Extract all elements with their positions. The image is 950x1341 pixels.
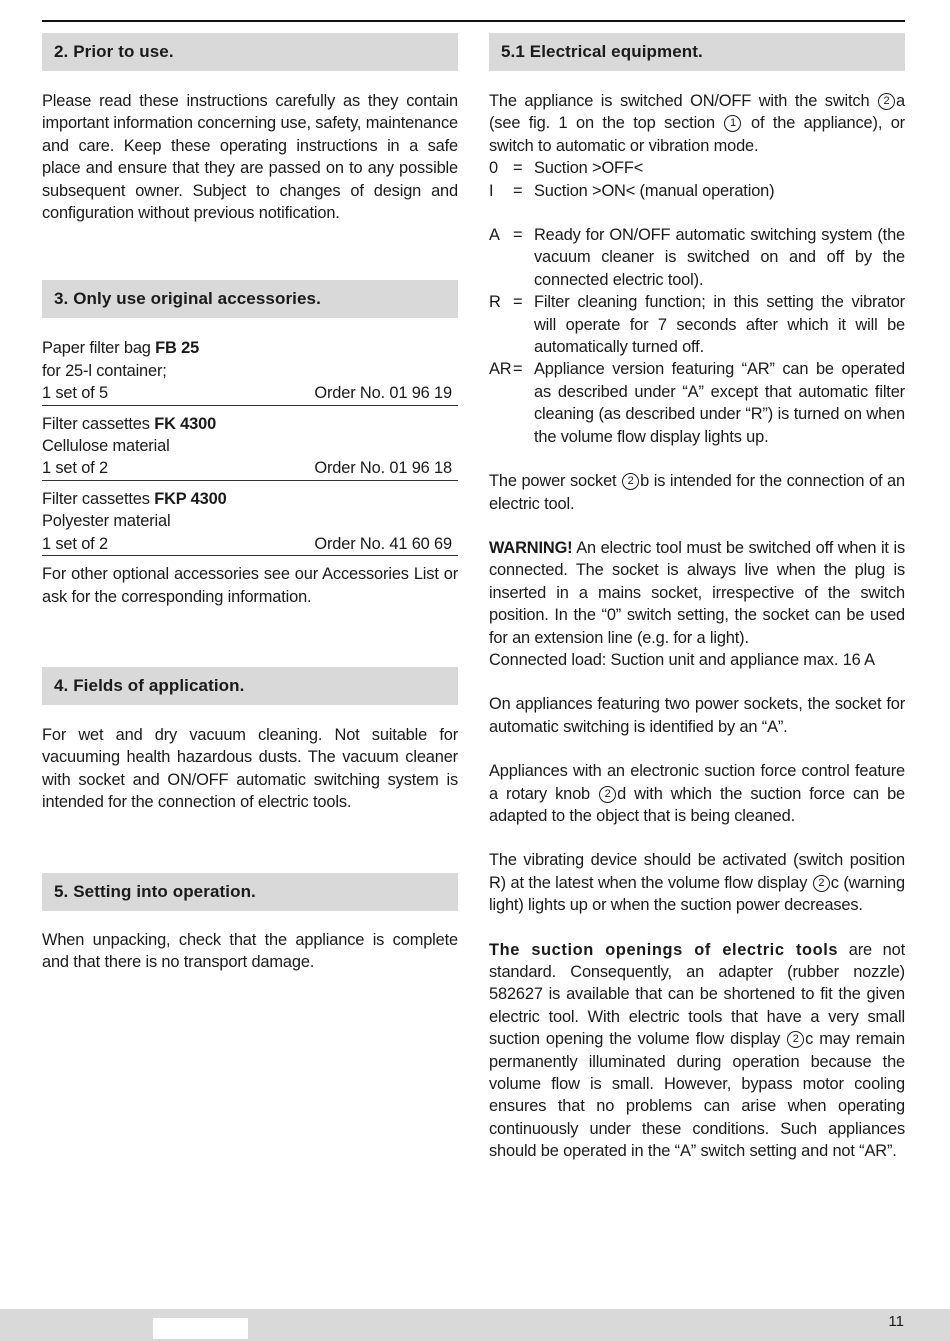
section-3-note: For other optional accessories see our Accessories List or ask for the corresponding information. — [42, 565, 458, 606]
suction-label: The suction openings of electric tools — [489, 940, 839, 959]
knob-text: Appliances with an electronic suction force control feature a rotary knob — [489, 762, 905, 803]
definition-text: Suction >OFF< — [534, 159, 644, 178]
footer-box — [153, 1318, 248, 1339]
accessory-quantity: 1 set of 2 — [42, 459, 108, 478]
circled-2-icon: 2 — [599, 786, 616, 803]
accessory-quantity: 1 set of 5 — [42, 384, 108, 403]
accessory-item — [42, 488, 458, 556]
definition-text: Appliance version featuring “AR” can be operated as described under “A” except that automatic filter cleaning (as described under “R”) is turned on when the volume flow display lights up. — [534, 360, 905, 446]
section-2-heading: 2. Prior to use. — [42, 33, 458, 71]
page-footer — [0, 1309, 950, 1341]
definition-key: 0 — [489, 159, 498, 178]
circled-2-icon: 2 — [878, 93, 895, 110]
suction-body: are not standard. Consequently, an adapter (rubber nozzle) 582627 is available that can be shortened to fit the given electric tool. With electric tools that have a very small suction opening the volume flow display — [489, 940, 905, 1049]
accessory-description: Polyester material — [42, 512, 171, 531]
definition-text: Filter cleaning function; in this setting the vibrator will operate for 7 seconds after which it will be automatically turned off. — [534, 293, 905, 357]
vibrating-text: c (warning light) lights up or when the suction power decreases. — [489, 873, 905, 915]
vibrating-text: The vibrating device should be activated (switch position R) at the latest when the volume flow display — [489, 851, 905, 892]
intro-text: a (see fig. 1 on the top section — [489, 92, 905, 133]
definition-text: Suction >ON< (manual operation) — [534, 181, 775, 200]
accessory-name: Paper filter bag — [42, 339, 151, 358]
circled-1-icon: 1 — [724, 115, 741, 132]
suction-openings-text — [489, 939, 905, 1163]
right-column — [489, 33, 905, 1163]
circled-2-icon: 2 — [813, 875, 830, 892]
definition-key: R — [489, 293, 501, 312]
switch-positions — [489, 157, 905, 202]
section-5-heading: 5. Setting into operation. — [42, 873, 458, 911]
accessory-order-number: Order No. 01 96 18 — [314, 459, 452, 478]
divider — [42, 405, 458, 406]
warning-label: WARNING! — [489, 538, 573, 557]
definition-equals: = — [513, 181, 523, 200]
section-5-text: When unpacking, check that the appliance is complete and that there is no transport damage. — [42, 930, 458, 971]
section-4-text: For wet and dry vacuum cleaning. Not suitable for vacuuming health hazardous dusts. The vacuum cleaner with socket and ON/OFF automatic switching system is intended for the connection of electric tools. — [42, 725, 458, 812]
divider — [42, 480, 458, 481]
accessory-item — [42, 413, 458, 481]
definition-key: A — [489, 226, 500, 245]
circled-2-icon: 2 — [787, 1031, 804, 1048]
top-rule — [42, 20, 905, 22]
accessory-model: FK 4300 — [154, 414, 217, 433]
knob-text: d with which the suction force can be adapted to the object that is being cleaned. — [489, 784, 905, 825]
warning-body: An electric tool must be switched off when it is connected. The socket is always live when the plug is inserted in a mains socket, irrespective of the switch position. In the “0” switch setting, the socket can be used for an extension line (e.g. for a light). — [489, 538, 905, 647]
accessory-order-number: Order No. 01 96 19 — [314, 384, 452, 403]
left-column — [42, 33, 458, 973]
definition-equals: = — [513, 226, 523, 245]
accessory-name: Filter cassettes — [42, 414, 150, 433]
section-3-heading: 3. Only use original accessories. — [42, 280, 458, 318]
definition-row — [489, 224, 905, 291]
divider — [42, 555, 458, 556]
page-number: 11 — [888, 1313, 904, 1330]
accessory-model: FKP 4300 — [154, 489, 227, 508]
connected-load: Connected load: Suction unit and appliance max. 16 A — [489, 650, 875, 669]
accessory-model: FB 25 — [155, 339, 200, 358]
warning-text — [489, 537, 905, 649]
rotary-knob-text — [489, 760, 905, 827]
section-5-1-heading: 5.1 Electrical equipment. — [489, 33, 905, 71]
accessory-item — [42, 337, 458, 405]
definition-row — [489, 180, 905, 202]
definition-key: I — [489, 181, 494, 200]
suction-body: c may remain permanently illuminated during operation because the volume flow is small. However, bypass motor cooling ensures that no problems can arise when operating continuously under these conditions. Such appliances should be operated in the “A” switch setting and not “AR”. — [489, 1030, 905, 1161]
accessories-list — [42, 337, 458, 556]
accessory-description: for 25-l container; — [42, 361, 167, 380]
definition-row — [489, 157, 905, 179]
switch-intro — [489, 90, 905, 157]
intro-text: The appliance is switched ON/OFF with the switch — [489, 92, 878, 110]
vibrating-device-text — [489, 849, 905, 916]
definition-key: AR — [489, 360, 512, 379]
accessory-name: Filter cassettes — [42, 489, 150, 508]
circled-2-icon: 2 — [622, 473, 639, 490]
two-sockets-text: On appliances featuring two power sockets, the socket for automatic switching is identified by an “A”. — [489, 695, 905, 736]
definition-text: Ready for ON/OFF automatic switching system (the vacuum cleaner is switched on and off by the connected electric tool). — [534, 226, 905, 289]
section-4-heading: 4. Fields of application. — [42, 667, 458, 705]
definition-equals: = — [513, 293, 523, 312]
definition-equals: = — [513, 360, 523, 379]
section-2-text: Please read these instructions carefully as they contain important information concerning use, safety, maintenance and care. Keep these operating instructions in a safe place and ensure that they are passed on to any possible subsequent owner. Subject to changes of design and configuration without previous notification. — [42, 92, 458, 223]
definition-equals: = — [513, 159, 523, 178]
socket-text: The power socket — [489, 472, 622, 491]
intro-text: of the appliance), or switch to automatic or vibration mode. — [489, 114, 905, 155]
accessory-description: Cellulose material — [42, 437, 170, 456]
definition-row — [489, 358, 905, 448]
accessory-order-number: Order No. 41 60 69 — [314, 534, 452, 553]
socket-text: b is intended for the connection of an electric tool. — [489, 472, 905, 513]
mode-definitions — [489, 224, 905, 448]
accessory-quantity: 1 set of 2 — [42, 534, 108, 553]
definition-row — [489, 291, 905, 358]
power-socket-text — [489, 470, 905, 515]
